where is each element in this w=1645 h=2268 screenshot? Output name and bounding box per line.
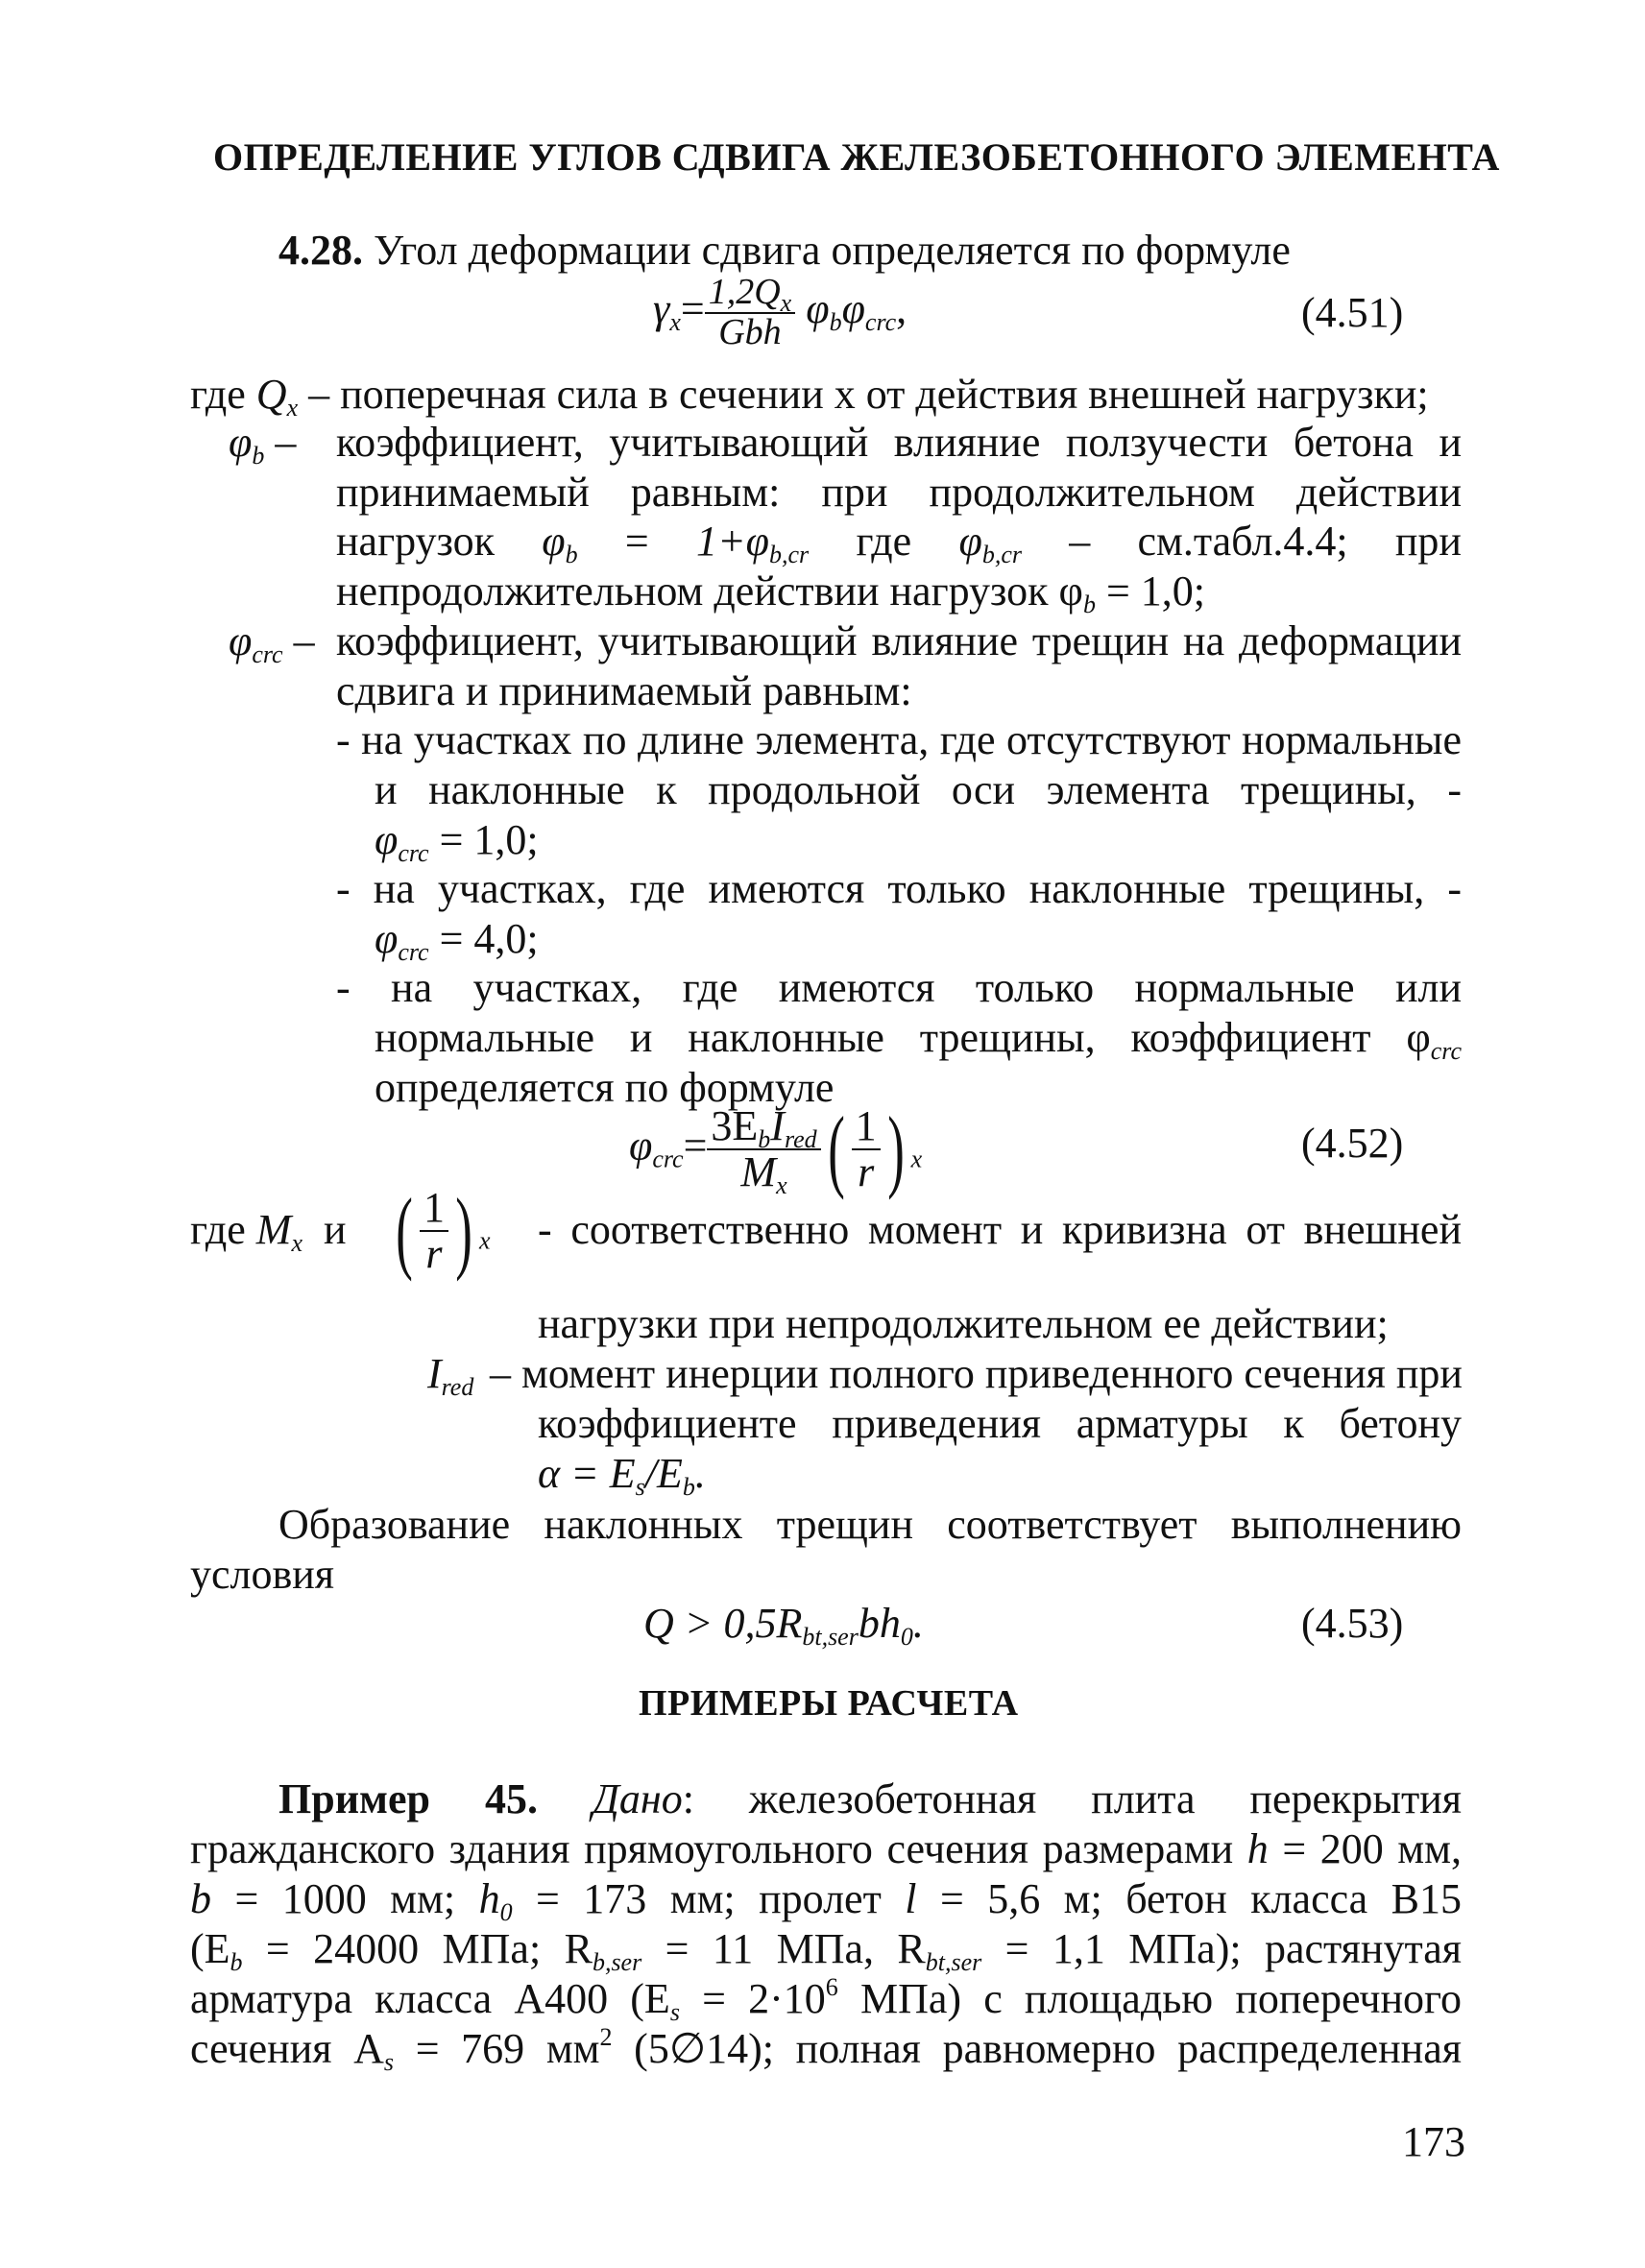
denominator-sub: x [776, 1171, 787, 1200]
formula-4-51 [653, 274, 907, 352]
formula-4-53 [643, 1599, 924, 1649]
symbol-sub: b,cr [981, 541, 1022, 568]
symbol-sub: b [1082, 591, 1096, 618]
example-line [190, 1974, 1462, 2024]
bullet-line [375, 1013, 1462, 1063]
example-line [190, 2024, 1462, 2074]
definition-ired-symbol [427, 1349, 473, 1399]
right-paren: ) [886, 1097, 905, 1200]
paragraph-line: Образование наклонных трещин соответствует выполнению [278, 1501, 1462, 1548]
definition-mx [190, 1205, 347, 1255]
numerator-i: I [770, 1102, 785, 1149]
line-text: = 1000 мм; [211, 1875, 479, 1922]
line-text: /E [644, 1450, 683, 1497]
equals: = [624, 518, 649, 565]
definition-line [336, 517, 1462, 567]
paragraph-text: Угол деформации сдвига определяется по формуле [374, 227, 1291, 274]
expression: 1+φ [695, 518, 770, 565]
paragraph-line: условия [190, 1551, 335, 1598]
formula-dot: . [912, 1600, 924, 1647]
dash: – [1069, 518, 1091, 565]
symbol-sub: crc [252, 640, 283, 668]
symbol: l [905, 1875, 917, 1922]
line-text: гражданского здания прямоугольного сечения размерами [190, 1825, 1247, 1872]
formula-lhs-sub: x [669, 307, 681, 336]
curvature-one: 1 [852, 1104, 881, 1150]
fraction-numerator-sub: x [780, 289, 792, 317]
symbol-sub: bt,ser [925, 1948, 982, 1976]
paragraph-4-28 [278, 226, 1291, 276]
definition-line: принимаемый равным: при продолжительном действии [336, 469, 1462, 516]
where-word: где [190, 1206, 246, 1253]
symbol: φ [375, 816, 399, 863]
equation-number: (4.51) [1301, 289, 1404, 336]
numerator-sub-red: red [784, 1125, 817, 1153]
symbol: φ [958, 518, 982, 565]
definition-line: коэффициенте приведения арматуры к бетону [538, 1400, 1462, 1447]
line-end: . [694, 1450, 706, 1497]
formula-text: bh [858, 1600, 901, 1647]
symbol: b [190, 1875, 211, 1922]
equation-number: (4.53) [1301, 1600, 1404, 1647]
fraction-numerator: 1,2Q [708, 272, 781, 312]
bullet-line: - на участках, где имеются только нормальные или [336, 964, 1462, 1011]
right-paren: ) [455, 1178, 472, 1282]
bullet-value [375, 815, 539, 865]
definition-line: коэффициент, учитывающий влияние трещин на деформации [336, 617, 1462, 664]
definition-qx [190, 370, 1429, 420]
definition-line: – момент инерции полного приведенного сечения при [490, 1350, 1463, 1397]
definition-line: нагрузки при непродолжительном ее действии; [538, 1300, 1389, 1347]
where-word: где [190, 371, 246, 418]
curvature-r: r [858, 1148, 875, 1196]
example-label: Пример 45. [278, 1775, 538, 1822]
formula-sub: 0 [900, 1623, 913, 1651]
line-text: α = E [538, 1450, 636, 1497]
definition-line [336, 567, 1205, 616]
symbol: Q [255, 371, 287, 418]
symbol-sub: x [291, 1229, 302, 1257]
formula-lhs-sub: crc [652, 1145, 684, 1173]
word: при [1394, 518, 1462, 565]
symbol: M [255, 1206, 292, 1253]
symbol-sub: x [286, 394, 299, 422]
line-text: : железобетонная плита перекрытия [682, 1775, 1462, 1822]
curvature-symbol [389, 1178, 491, 1282]
formula-phi2: φ [841, 284, 865, 332]
exponent: 2 [599, 2023, 613, 2051]
bullet-line: - на участках, где имеются только наклонные трещины, - [336, 865, 1462, 912]
definition-line [538, 1449, 706, 1499]
symbol: φ [542, 518, 566, 565]
symbol: I [427, 1350, 442, 1397]
symbol: φ [229, 617, 253, 664]
bullet-value [375, 914, 539, 964]
formula-text: Q > 0,5R [643, 1600, 803, 1647]
word: нагрузок [336, 518, 496, 565]
bullet-line: и наклонные к продольной оси элемента трещины, - [375, 766, 1462, 813]
left-paren: ( [396, 1178, 413, 1282]
symbol-sub: crc [398, 839, 429, 867]
formula-phi2-sub: crc [864, 307, 897, 336]
page-number: 173 [1402, 2118, 1465, 2165]
word: где [856, 518, 912, 565]
line-text: = 173 мм; пролет [512, 1875, 906, 1922]
formula-phi: φ [806, 284, 830, 332]
line-text: = 24000 МПа; R [242, 1925, 593, 1972]
bullet-line: определяется по формуле [375, 1064, 835, 1111]
symbol: h [478, 1875, 500, 1922]
line-text: = 769 мм [394, 2025, 600, 2072]
symbol-sub: b [230, 1948, 243, 1976]
definition-line: коэффициент, учитывающий влияние ползучести бетона и [336, 419, 1462, 466]
symbol-sub: crc [398, 938, 429, 966]
formula-eq: = [683, 1122, 708, 1170]
formula-eq: = [680, 284, 705, 332]
exponent: 6 [825, 1973, 838, 2001]
symbol-sub: b [682, 1473, 695, 1501]
line-text: (E [190, 1925, 230, 1972]
formula-4-52 [629, 1097, 923, 1200]
line-text: непродолжительном действии нагрузок φ [336, 567, 1083, 615]
numerator-sub-b: b [758, 1125, 771, 1153]
table-ref: см.табл.4.4; [1137, 518, 1348, 565]
formula-fraction [707, 1102, 820, 1200]
line-end: = 1,0; [1095, 567, 1205, 615]
examples-heading: ПРИМЕРЫ РАСЧЕТА [639, 1683, 1019, 1724]
expression-sub: b,cr [769, 541, 810, 568]
value: = 1,0; [428, 816, 539, 863]
formula-sub: bt,ser [802, 1623, 859, 1651]
line-text: = 11 МПа, R [641, 1925, 926, 1972]
symbol-sub: b [252, 442, 265, 470]
section-heading: ОПРЕДЕЛЕНИЕ УГЛОВ СДВИГА ЖЕЛЕЗОБЕТОННОГО ЭЛЕМЕНТА [213, 135, 1500, 179]
bullet-line: - на участках по длине элемента, где отсутствуют нормальные [336, 716, 1462, 763]
curvature-sub: x [910, 1145, 923, 1173]
symbol-sub: 0 [499, 1898, 513, 1926]
line-text: = 2·10 [679, 1975, 826, 2022]
line-text: (5∅14); полная равномерно распределенная [612, 2025, 1462, 2072]
numerator-3e: 3E [711, 1102, 759, 1149]
formula-comma: , [896, 284, 907, 332]
formula-fraction [705, 274, 796, 352]
symbol-sub: red [441, 1373, 474, 1401]
curvature-sub: x [478, 1226, 491, 1255]
paragraph-number: 4.28. [278, 227, 363, 274]
and-word: и [323, 1206, 347, 1253]
example-line [190, 1924, 1462, 1974]
line-text: арматура класса А400 (E [190, 1975, 670, 2022]
definition-line: - соответственно момент и кривизна от внешней [538, 1206, 1462, 1253]
dash: – [275, 419, 297, 466]
line-text: = 5,6 м; бетон класса B15 [916, 1875, 1462, 1922]
curvature-one: 1 [420, 1186, 448, 1232]
symbol: h [1246, 1825, 1269, 1872]
left-paren: ( [827, 1097, 845, 1200]
definition-line: сдвига и принимаемый равным: [336, 667, 912, 714]
curvature-fraction [420, 1186, 448, 1276]
line-text: МПа) с площадью поперечного [837, 1975, 1463, 2022]
definition-text: – поперечная сила в сечении x от действия внешней нагрузки; [308, 371, 1429, 418]
value: = 4,0; [428, 915, 539, 962]
line-text: сечения A [190, 2025, 384, 2072]
line-text: нормальные и наклонные трещины, коэффициент φ [375, 1014, 1431, 1061]
equation-number: (4.52) [1301, 1120, 1404, 1167]
formula-lhs: γ [653, 284, 670, 332]
line-text: = 1,1 МПа); растянутая [981, 1925, 1462, 1972]
symbol-sub: b [565, 541, 578, 568]
symbol: φ [229, 419, 253, 466]
symbol: φ [375, 915, 399, 962]
denominator-m: M [740, 1148, 777, 1196]
line-text: = 200 мм, [1268, 1825, 1462, 1872]
given-word: Дано [592, 1775, 683, 1822]
symbol-sub: b,ser [592, 1948, 642, 1976]
symbol-sub: s [635, 1473, 645, 1501]
fraction-denominator: Gbh [718, 311, 782, 352]
formula-phi-sub: b [829, 307, 842, 336]
example-line [190, 1874, 1462, 1924]
example-line [190, 1824, 1462, 1874]
symbol-sub: crc [1430, 1037, 1462, 1065]
example-line [278, 1774, 1462, 1824]
curvature-fraction [852, 1104, 881, 1194]
dash: – [293, 617, 315, 664]
definition-phicrc-symbol [229, 616, 315, 666]
formula-lhs: φ [629, 1122, 653, 1170]
definition-phib-symbol [229, 418, 296, 468]
symbol-sub: s [669, 1998, 680, 2026]
curvature-r: r [425, 1230, 443, 1278]
symbol-sub: s [383, 2048, 395, 2076]
